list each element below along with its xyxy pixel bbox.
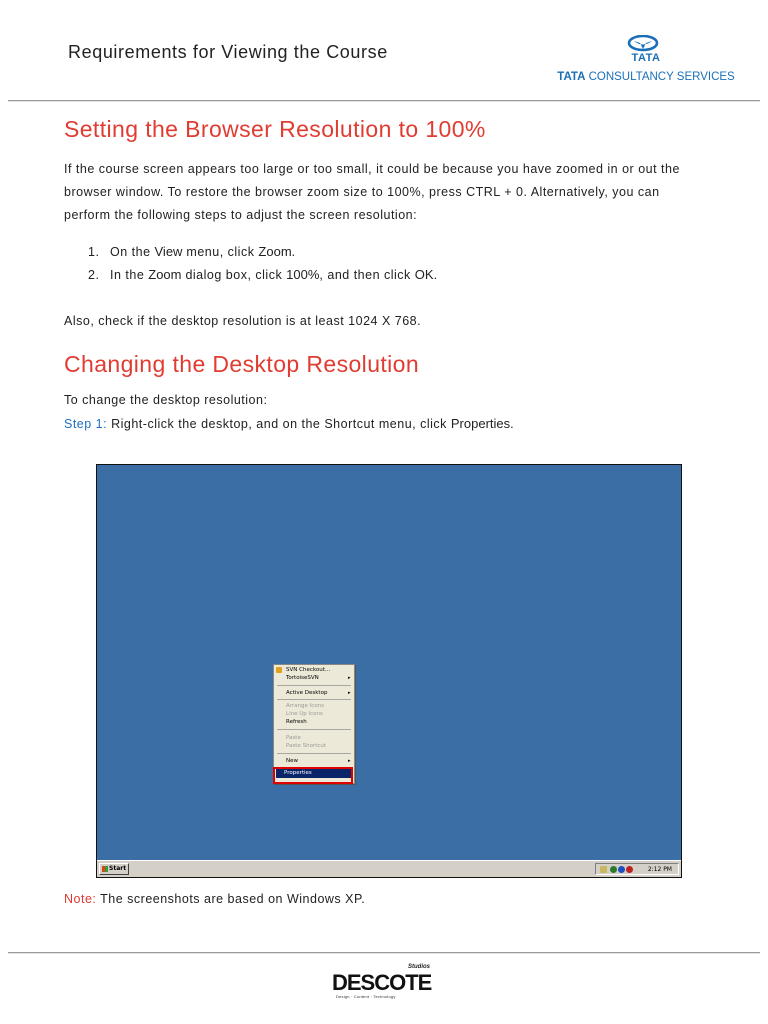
step-label: Step 1:	[64, 417, 108, 431]
menu-separator	[277, 685, 351, 686]
menu-item-refresh[interactable]: Refresh	[286, 719, 307, 725]
network-icon	[610, 866, 617, 873]
menu-item-tortoisesvn[interactable]: TortoiseSVN ▸	[286, 675, 351, 681]
desktop-resolution-check-text: Also, check if the desktop resolution is at least 1024 X 768.	[64, 314, 422, 328]
desktop-context-menu	[273, 664, 355, 784]
tcs-wordmark: TATA CONSULTANCY SERVICES	[557, 71, 735, 83]
step-1-instruction: Step 1: Right-click the desktop, and on the Shortcut menu, click Properties.	[64, 416, 515, 431]
antivirus-icon	[626, 866, 633, 873]
desktop-resolution-intro: To change the desktop resolution:	[64, 393, 268, 407]
menu-separator	[277, 729, 351, 730]
menu-item-new[interactable]: New ▸	[286, 758, 351, 764]
note-label: Note:	[64, 892, 97, 906]
menu-item-svn-checkout[interactable]: SVN Checkout...	[286, 667, 331, 673]
page-header-title: Requirements for Viewing the Course	[68, 42, 388, 62]
descote-studios-label: Studios	[408, 964, 430, 970]
desktop-screenshot	[96, 464, 682, 878]
descote-logo	[330, 964, 438, 1004]
descote-tagline: Design · Content · Technology	[336, 994, 396, 999]
section-heading-desktop-resolution: Changing the Desktop Resolution	[64, 351, 420, 377]
submenu-arrow-icon: ▸	[348, 690, 351, 696]
menu-separator	[277, 699, 351, 700]
properties-highlight-box	[273, 767, 353, 784]
menu-item-arrange-icons: Arrange Icons	[286, 703, 325, 709]
submenu-arrow-icon: ▸	[348, 758, 351, 764]
windows-flag-icon	[102, 866, 108, 872]
menu-item-paste-shortcut: Paste Shortcut	[286, 743, 327, 749]
browser-resolution-intro: If the course screen appears too large or too small, it could be because you have zoomed in or out the browser window. To restore the browser zoom size to 100%, press CTRL + 0. Alternatively, you can perform the following steps to adjust the screen resolution:	[64, 162, 680, 222]
submenu-arrow-icon: ▸	[348, 675, 351, 681]
tata-wordmark: TATA	[631, 52, 661, 64]
menu-item-paste: Paste	[286, 735, 301, 741]
header-divider	[8, 100, 760, 102]
system-tray	[595, 863, 679, 875]
footer-divider	[8, 952, 760, 954]
menu-separator	[277, 753, 351, 754]
menu-item-line-up-icons: Line Up Icons	[286, 711, 323, 717]
taskbar	[97, 860, 681, 877]
messenger-icon	[618, 866, 625, 873]
speaker-icon	[600, 866, 607, 873]
descote-wordmark: DESCOTE	[332, 970, 432, 995]
list-item: 2. In the Zoom dialog box, click 100%, and then click OK.	[88, 267, 438, 282]
section-heading-browser-resolution: Setting the Browser Resolution to 100%	[64, 116, 486, 142]
tcs-logo	[556, 35, 736, 87]
taskbar-clock: 2:12 PM	[647, 866, 672, 873]
svn-icon	[276, 667, 282, 673]
list-item: 1. On the View menu, click Zoom.	[88, 244, 296, 259]
menu-item-active-desktop[interactable]: Active Desktop ▸	[286, 690, 351, 696]
screenshot-note: Note: The screenshots are based on Windows XP.	[64, 892, 366, 906]
start-button[interactable]: Start	[99, 863, 129, 875]
menu-item-properties[interactable]: Properties	[276, 769, 352, 778]
